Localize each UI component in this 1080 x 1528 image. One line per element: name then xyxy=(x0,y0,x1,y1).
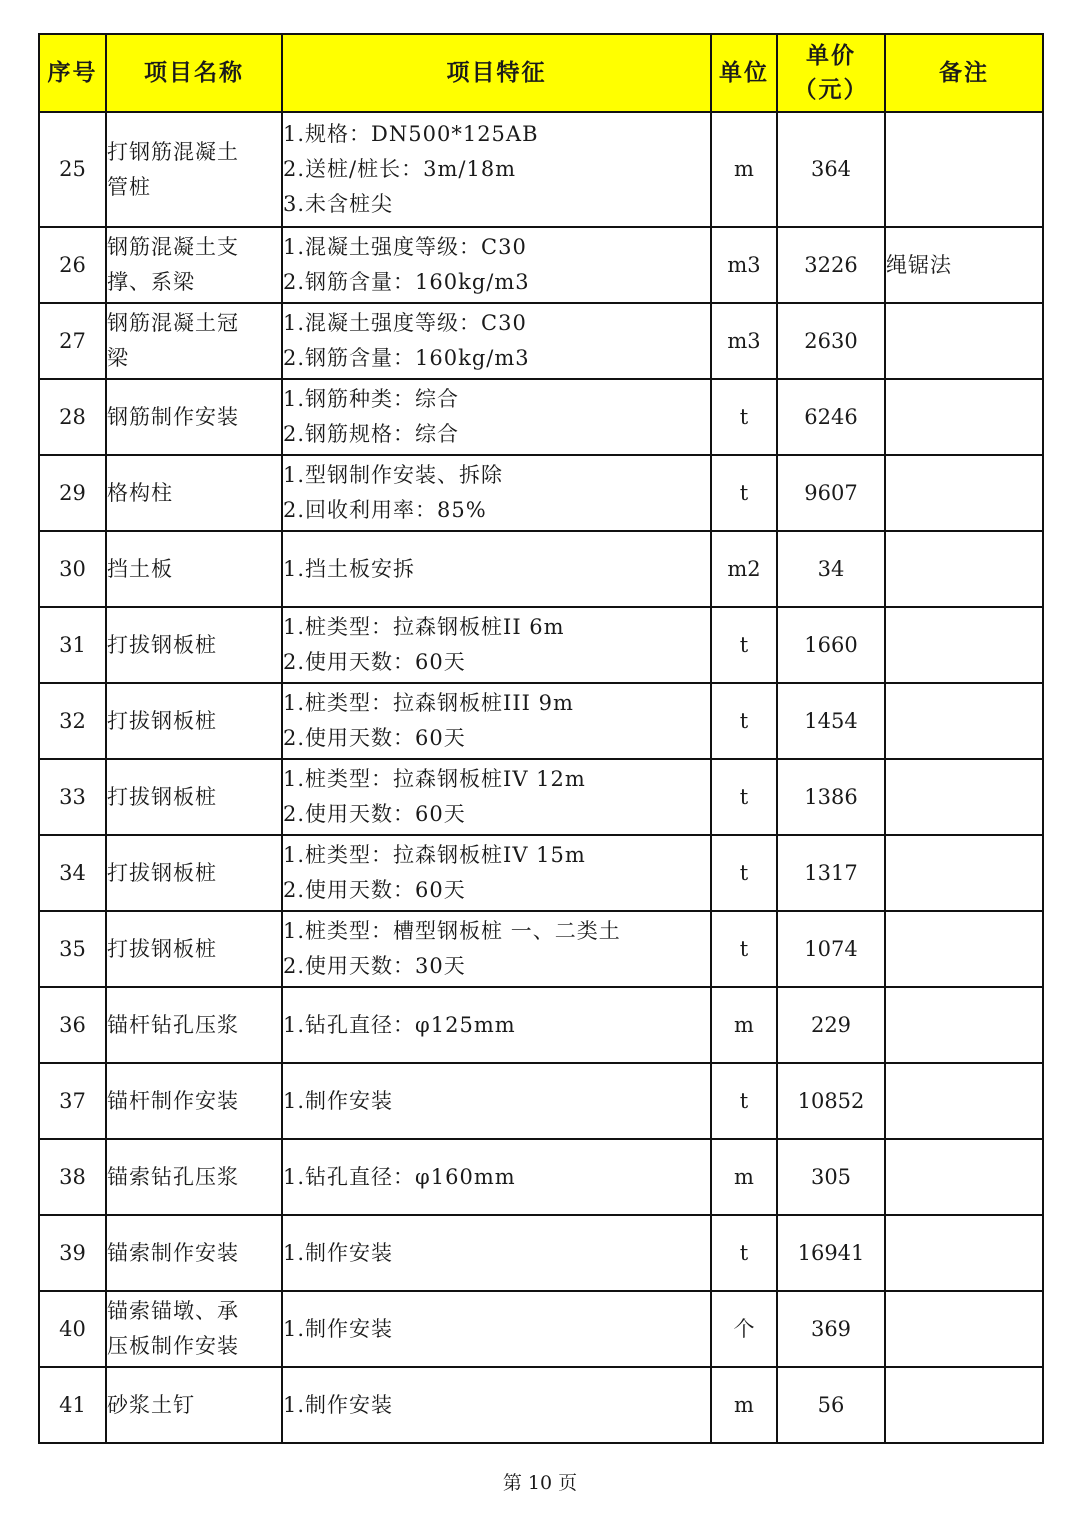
cell-name xyxy=(106,759,282,835)
cell-features-line: 1.钻孔直径：φ125mm xyxy=(283,1012,516,1037)
cell-no: 32 xyxy=(39,683,106,759)
cell-name xyxy=(106,531,282,607)
cell-price: 1454 xyxy=(777,683,885,759)
cell-name-line: 锚索锚墩、承 xyxy=(107,1299,239,1323)
cell-unit: t xyxy=(711,455,777,531)
cell-note xyxy=(885,607,1043,683)
header-features: 项目特征 xyxy=(282,34,711,112)
cell-features xyxy=(282,1215,711,1291)
cell-no: 33 xyxy=(39,759,106,835)
cell-name xyxy=(106,1215,282,1291)
cell-note xyxy=(885,379,1043,455)
cell-price: 16941 xyxy=(777,1215,885,1291)
table-row xyxy=(39,1063,1043,1139)
cell-name xyxy=(106,683,282,759)
cell-features-line: 1.桩类型：拉森钢板桩IV 12m xyxy=(283,767,586,791)
price-table xyxy=(38,33,1044,1444)
cell-features xyxy=(282,683,711,759)
table-row xyxy=(39,1139,1043,1215)
cell-price: 364 xyxy=(777,112,885,227)
cell-note: 绳锯法 xyxy=(885,227,1043,303)
cell-no: 36 xyxy=(39,987,106,1063)
cell-unit: m3 xyxy=(711,227,777,303)
cell-unit: t xyxy=(711,683,777,759)
cell-features xyxy=(282,759,711,835)
cell-note xyxy=(885,303,1043,379)
cell-note xyxy=(885,1139,1043,1215)
cell-price: 1074 xyxy=(777,911,885,987)
cell-unit: m xyxy=(711,112,777,227)
cell-note xyxy=(885,1215,1043,1291)
table-row xyxy=(39,987,1043,1063)
table-row xyxy=(39,531,1043,607)
cell-price: 9607 xyxy=(777,455,885,531)
cell-features-line: 1.桩类型：拉森钢板桩III 9m xyxy=(283,691,574,715)
cell-features xyxy=(282,1063,711,1139)
cell-note xyxy=(885,531,1043,607)
cell-features xyxy=(282,379,711,455)
cell-features xyxy=(282,1291,711,1367)
cell-name-line: 打拔钢板桩 xyxy=(107,708,217,733)
cell-name-line: 梁 xyxy=(107,346,129,370)
cell-note xyxy=(885,1367,1043,1443)
cell-features-line: 1.挡土板安拆 xyxy=(283,556,416,581)
table-row xyxy=(39,303,1043,379)
cell-name-line: 砂浆土钉 xyxy=(107,1392,195,1417)
cell-name-line: 格构柱 xyxy=(107,480,173,505)
table-row xyxy=(39,683,1043,759)
cell-price: 34 xyxy=(777,531,885,607)
cell-features xyxy=(282,987,711,1063)
cell-note xyxy=(885,759,1043,835)
cell-name-line: 管桩 xyxy=(107,174,151,199)
cell-no: 26 xyxy=(39,227,106,303)
cell-no: 35 xyxy=(39,911,106,987)
cell-name-line: 锚索钻孔压浆 xyxy=(107,1164,239,1189)
cell-features-line: 2.钢筋规格：综合 xyxy=(283,422,460,446)
cell-unit: m xyxy=(711,1367,777,1443)
cell-features-line: 1.制作安装 xyxy=(283,1240,394,1265)
cell-features xyxy=(282,112,711,227)
cell-features-line: 1.制作安装 xyxy=(283,1392,394,1417)
cell-name-line: 打拔钢板桩 xyxy=(107,936,217,961)
cell-price: 1660 xyxy=(777,607,885,683)
table-row xyxy=(39,455,1043,531)
cell-unit: t xyxy=(711,759,777,835)
cell-no: 40 xyxy=(39,1291,106,1367)
cell-features xyxy=(282,835,711,911)
cell-name xyxy=(106,1367,282,1443)
cell-no: 29 xyxy=(39,455,106,531)
cell-features-line: 1.混凝土强度等级：C30 xyxy=(283,311,527,335)
cell-name-line: 挡土板 xyxy=(107,556,173,581)
cell-features-line: 2.回收利用率：85% xyxy=(283,498,487,522)
cell-features-line: 1.桩类型：拉森钢板桩II 6m xyxy=(283,615,565,639)
cell-no: 25 xyxy=(39,112,106,227)
cell-unit: t xyxy=(711,835,777,911)
cell-price: 229 xyxy=(777,987,885,1063)
cell-features-line: 1.规格：DN500*125AB xyxy=(283,122,539,146)
cell-name-line: 打拔钢板桩 xyxy=(107,860,217,885)
cell-price: 1317 xyxy=(777,835,885,911)
cell-unit: t xyxy=(711,1063,777,1139)
cell-name xyxy=(106,835,282,911)
cell-no: 28 xyxy=(39,379,106,455)
cell-name xyxy=(106,379,282,455)
cell-name-line: 锚杆钻孔压浆 xyxy=(107,1012,239,1037)
header-price xyxy=(777,34,885,112)
cell-unit: t xyxy=(711,1215,777,1291)
cell-name-line: 锚杆制作安装 xyxy=(107,1088,239,1113)
table-row xyxy=(39,227,1043,303)
cell-name-line: 钢筋制作安装 xyxy=(107,404,239,429)
header-price-line1: 单价 xyxy=(806,43,856,69)
cell-name-line: 锚索制作安装 xyxy=(107,1240,239,1265)
cell-name xyxy=(106,1063,282,1139)
cell-no: 31 xyxy=(39,607,106,683)
cell-note xyxy=(885,1063,1043,1139)
cell-features-line: 2.使用天数：60天 xyxy=(283,878,466,902)
page-number: 第 10 页 xyxy=(502,1472,578,1494)
table-row xyxy=(39,379,1043,455)
cell-no: 34 xyxy=(39,835,106,911)
cell-features xyxy=(282,531,711,607)
cell-note xyxy=(885,683,1043,759)
cell-name xyxy=(106,303,282,379)
cell-price: 6246 xyxy=(777,379,885,455)
cell-features-line: 1.桩类型：槽型钢板桩 一、二类土 xyxy=(283,919,621,943)
cell-features-line: 2.使用天数：60天 xyxy=(283,650,466,674)
cell-features-line: 1.型钢制作安装、拆除 xyxy=(283,463,504,487)
cell-note xyxy=(885,455,1043,531)
cell-features xyxy=(282,227,711,303)
header-row xyxy=(39,34,1043,112)
cell-features xyxy=(282,607,711,683)
cell-features-line: 3.未含桩尖 xyxy=(283,192,394,216)
cell-no: 41 xyxy=(39,1367,106,1443)
cell-features-line: 1.钻孔直径：φ160mm xyxy=(283,1164,516,1189)
cell-features-line: 1.制作安装 xyxy=(283,1088,394,1113)
cell-unit: m xyxy=(711,987,777,1063)
cell-features xyxy=(282,303,711,379)
cell-note xyxy=(885,835,1043,911)
header-name: 项目名称 xyxy=(106,34,282,112)
cell-features xyxy=(282,455,711,531)
cell-unit: t xyxy=(711,607,777,683)
cell-name xyxy=(106,1139,282,1215)
cell-unit: t xyxy=(711,379,777,455)
cell-features xyxy=(282,1367,711,1443)
cell-price: 56 xyxy=(777,1367,885,1443)
cell-unit: t xyxy=(711,911,777,987)
cell-note xyxy=(885,987,1043,1063)
cell-features-line: 2.使用天数：30天 xyxy=(283,954,466,978)
cell-name xyxy=(106,987,282,1063)
cell-features-line: 1.制作安装 xyxy=(283,1316,394,1341)
table-row xyxy=(39,607,1043,683)
header-price-line2: （元） xyxy=(793,77,869,103)
cell-name xyxy=(106,227,282,303)
cell-no: 38 xyxy=(39,1139,106,1215)
cell-features-line: 2.使用天数：60天 xyxy=(283,726,466,750)
cell-features-line: 2.使用天数：60天 xyxy=(283,802,466,826)
cell-name-line: 打拔钢板桩 xyxy=(107,632,217,657)
cell-price: 369 xyxy=(777,1291,885,1367)
cell-name xyxy=(106,911,282,987)
cell-price: 305 xyxy=(777,1139,885,1215)
header-unit: 单位 xyxy=(711,34,777,112)
cell-features xyxy=(282,1139,711,1215)
cell-name-line: 打拔钢板桩 xyxy=(107,784,217,809)
cell-no: 27 xyxy=(39,303,106,379)
cell-price: 3226 xyxy=(777,227,885,303)
cell-price: 1386 xyxy=(777,759,885,835)
table-row xyxy=(39,1291,1043,1367)
cell-price: 2630 xyxy=(777,303,885,379)
cell-note xyxy=(885,911,1043,987)
header-note: 备注 xyxy=(885,34,1043,112)
cell-unit: 个 xyxy=(711,1291,777,1367)
cell-features xyxy=(282,911,711,987)
table-row xyxy=(39,1367,1043,1443)
cell-name xyxy=(106,1291,282,1367)
cell-name xyxy=(106,607,282,683)
cell-features-line: 2.钢筋含量：160kg/m3 xyxy=(283,270,530,294)
cell-unit: m2 xyxy=(711,531,777,607)
cell-name-line: 钢筋混凝土冠 xyxy=(107,311,239,335)
header-no: 序号 xyxy=(39,34,106,112)
cell-name-line: 撑、系梁 xyxy=(107,270,195,294)
cell-unit: m3 xyxy=(711,303,777,379)
cell-note xyxy=(885,112,1043,227)
cell-no: 37 xyxy=(39,1063,106,1139)
cell-no: 39 xyxy=(39,1215,106,1291)
cell-no: 30 xyxy=(39,531,106,607)
cell-name xyxy=(106,455,282,531)
cell-features-line: 2.送桩/桩长：3m/18m xyxy=(283,157,517,181)
table-row xyxy=(39,112,1043,227)
cell-name-line: 压板制作安装 xyxy=(107,1334,239,1358)
cell-features-line: 2.钢筋含量：160kg/m3 xyxy=(283,346,530,370)
table-row xyxy=(39,835,1043,911)
cell-unit: m xyxy=(711,1139,777,1215)
cell-note xyxy=(885,1291,1043,1367)
cell-name xyxy=(106,112,282,227)
cell-price: 10852 xyxy=(777,1063,885,1139)
table-body xyxy=(39,112,1043,1443)
table-row xyxy=(39,759,1043,835)
table-row xyxy=(39,911,1043,987)
cell-features-line: 1.桩类型：拉森钢板桩IV 15m xyxy=(283,843,586,867)
table-row xyxy=(39,1215,1043,1291)
cell-features-line: 1.钢筋种类：综合 xyxy=(283,387,460,411)
cell-name-line: 钢筋混凝土支 xyxy=(107,235,239,259)
cell-name-line: 打钢筋混凝土 xyxy=(107,139,239,164)
cell-features-line: 1.混凝土强度等级：C30 xyxy=(283,235,527,259)
